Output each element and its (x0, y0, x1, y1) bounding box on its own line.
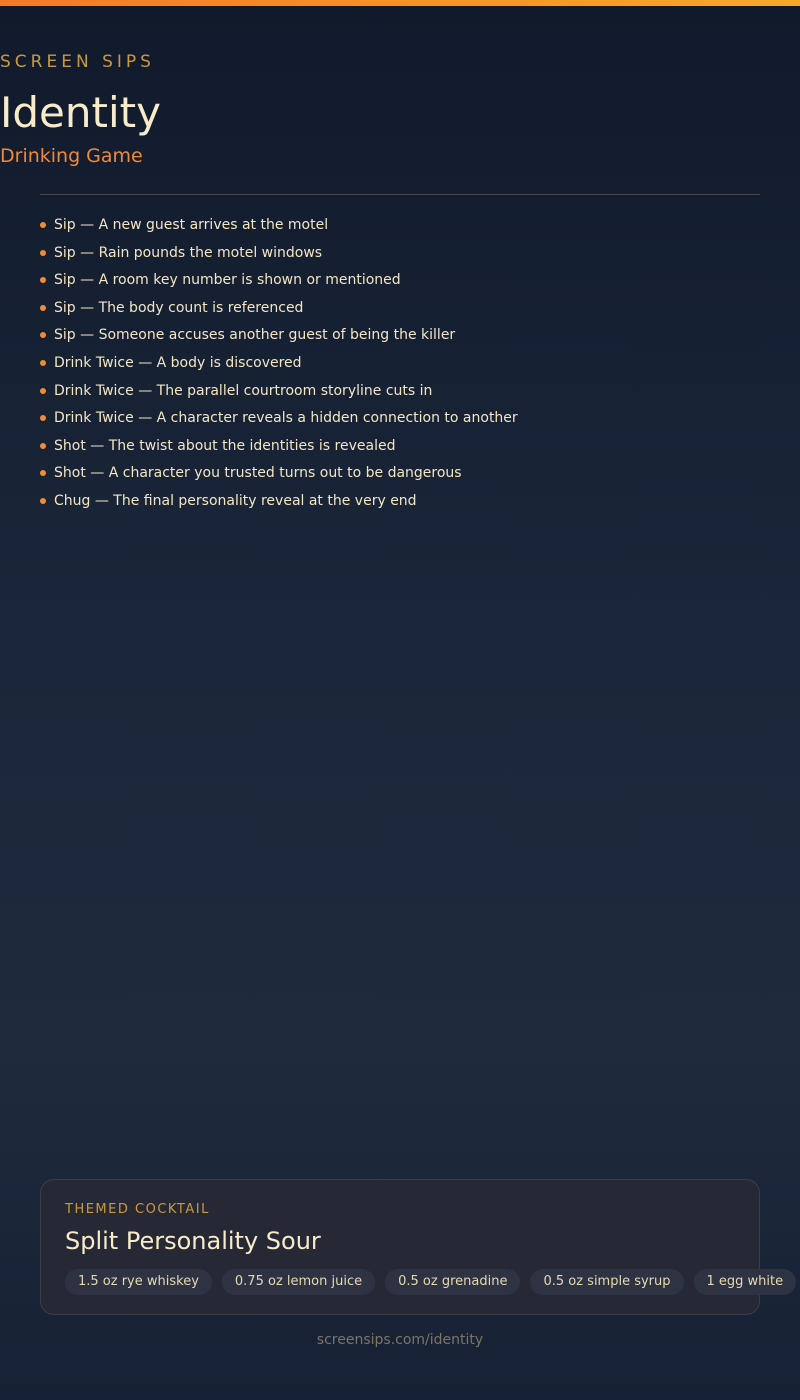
rule-text: Sip — Someone accuses another guest of being the killer (54, 327, 456, 344)
ingredient-chip: 0.5 oz simple syrup (530, 1269, 683, 1295)
rule-text: Shot — The twist about the identities is revealed (54, 437, 396, 454)
ingredient-list (65, 1269, 796, 1295)
header-divider (40, 194, 760, 195)
rule-text: Drink Twice — A body is discovered (54, 354, 302, 371)
list-item (40, 212, 760, 240)
bullet-icon (40, 305, 46, 311)
list-item (40, 378, 760, 406)
bullet-icon (40, 250, 46, 256)
bullet-icon (40, 360, 46, 366)
list-item (40, 405, 760, 433)
rules-list (40, 212, 760, 516)
cocktail-card (40, 1179, 784, 1315)
bullet-icon (40, 332, 46, 338)
brand-name: SCREEN SIPS (0, 52, 155, 72)
footer-url: screensips.com/identity (316, 1332, 484, 1348)
list-item (40, 322, 760, 350)
ingredient-chip: 1 egg white (694, 1269, 797, 1295)
cocktail-name: Split Personality Sour (65, 1227, 321, 1255)
ingredient-chip: 0.5 oz grenadine (385, 1269, 520, 1295)
ingredient-chip: 1.5 oz rye whiskey (65, 1269, 212, 1295)
bullet-icon (40, 498, 46, 504)
rule-text: Sip — A new guest arrives at the motel (54, 217, 329, 233)
list-item (40, 433, 760, 461)
list-item (40, 350, 760, 378)
bullet-icon (40, 222, 46, 228)
bullet-icon (40, 388, 46, 394)
bullet-icon (40, 443, 46, 449)
bullet-icon (40, 415, 46, 421)
list-item (40, 295, 760, 323)
rule-text: Sip — Rain pounds the motel windows (54, 244, 323, 261)
bullet-icon (40, 277, 46, 283)
page-title: Identity (0, 88, 161, 137)
list-item (40, 460, 760, 488)
rule-text: Shot — A character you trusted turns out to be dangerous (54, 465, 462, 482)
rule-text: Sip — The body count is referenced (54, 299, 304, 316)
cocktail-label: THEMED COCKTAIL (65, 1202, 210, 1217)
list-item (40, 240, 760, 268)
rule-text: Drink Twice — The parallel courtroom storyline cuts in (54, 382, 433, 399)
rule-text: Sip — A room key number is shown or mentioned (54, 272, 401, 289)
page-subtitle: Drinking Game (0, 145, 143, 167)
rule-text: Chug — The final personality reveal at the very end (54, 492, 417, 509)
top-accent-bar (0, 0, 800, 6)
list-item (40, 267, 760, 295)
rule-text: Drink Twice — A character reveals a hidden connection to another (54, 410, 518, 427)
bullet-icon (40, 470, 46, 476)
ingredient-chip: 0.75 oz lemon juice (222, 1269, 375, 1295)
list-item (40, 488, 760, 516)
